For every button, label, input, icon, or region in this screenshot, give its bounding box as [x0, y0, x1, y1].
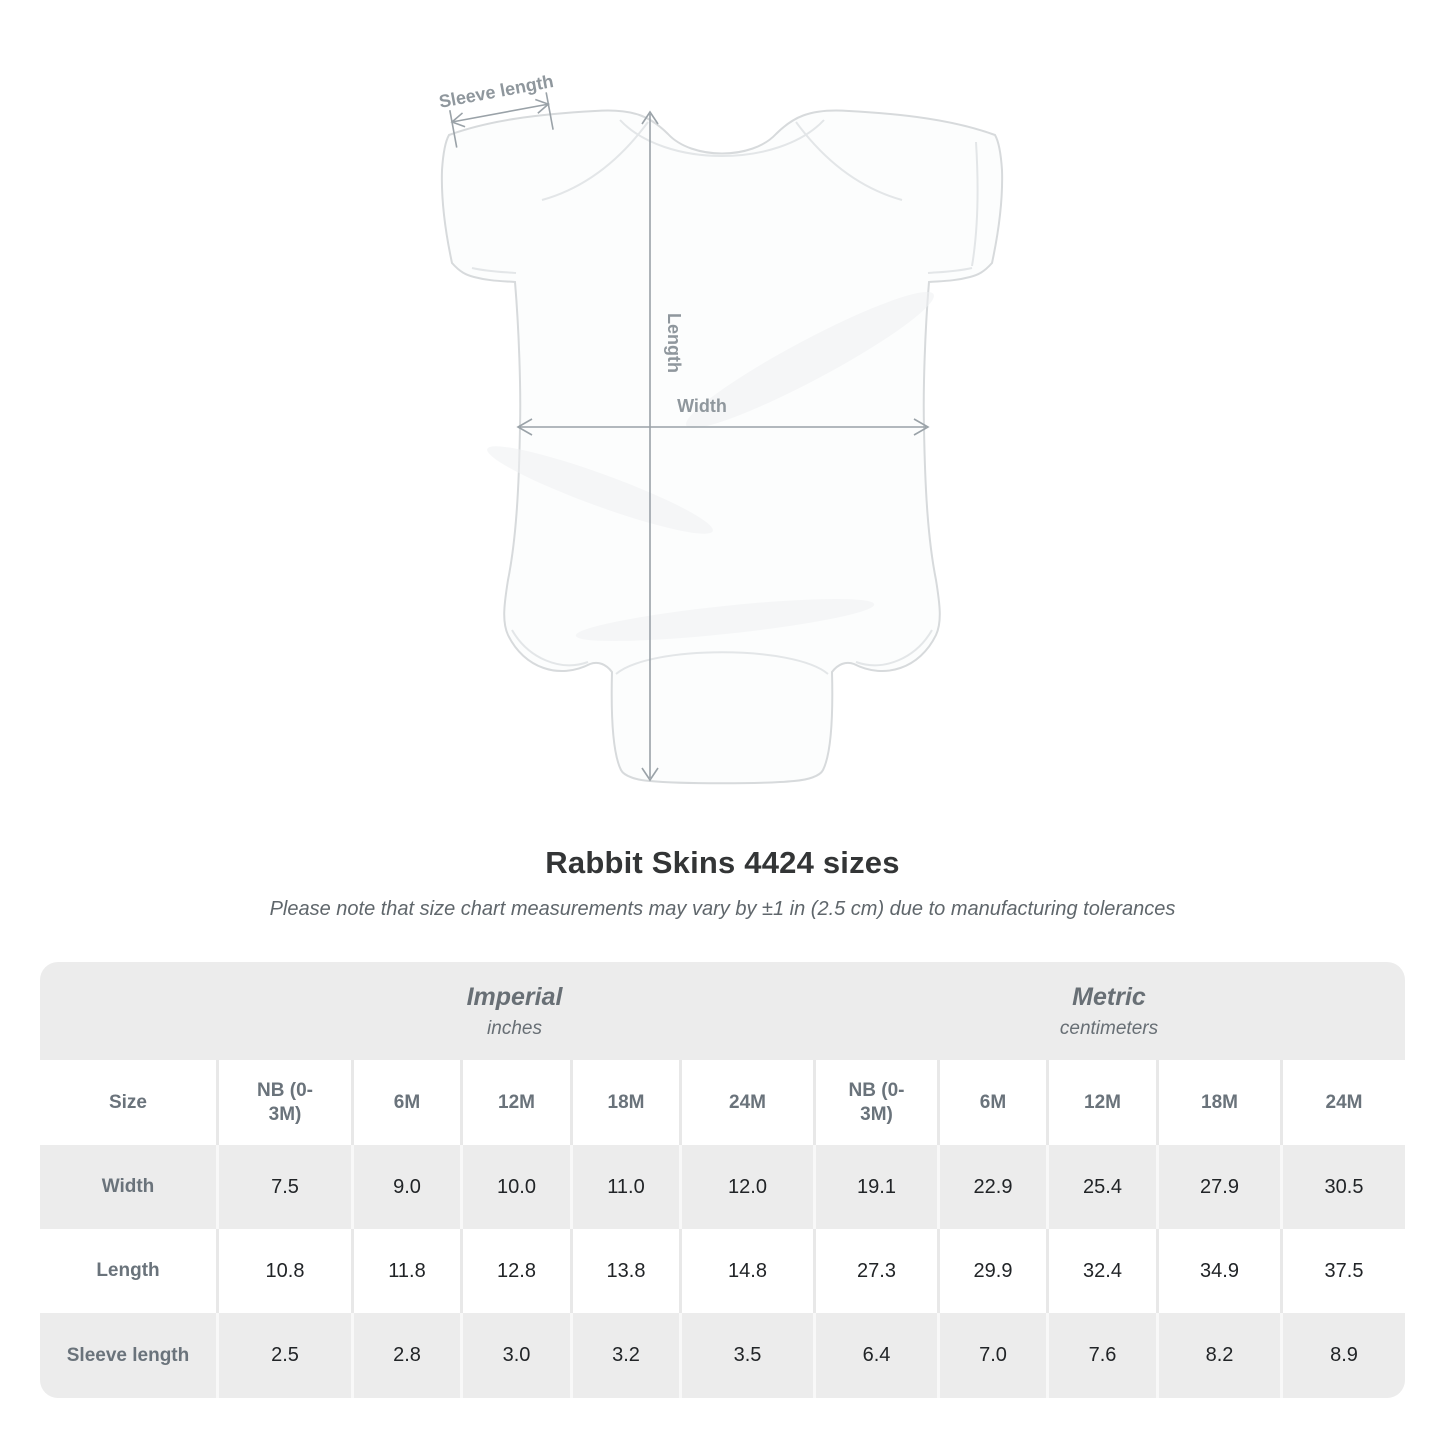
table-cell: 37.5: [1280, 1229, 1405, 1313]
column-header-12m-metric: 12M: [1046, 1060, 1156, 1145]
column-header-text: NB (0-3M): [848, 1079, 905, 1125]
table-cell: 7.6: [1046, 1313, 1156, 1398]
row-label-sleeve-length: Sleeve length: [40, 1313, 216, 1398]
metric-unit-label: centimeters: [1059, 1017, 1159, 1039]
size-table: [40, 962, 1405, 1398]
band-corner-spacer: [40, 962, 216, 1060]
column-header-24m-metric: 24M: [1280, 1060, 1405, 1145]
column-header-24m-imperial: 24M: [679, 1060, 813, 1145]
table-cell: 10.0: [460, 1145, 570, 1229]
table-cell: 2.8: [351, 1313, 460, 1398]
table-cell: 8.2: [1156, 1313, 1280, 1398]
table-cell: 12.0: [679, 1145, 813, 1229]
table-cell: 11.8: [351, 1229, 460, 1313]
table-cell: 29.9: [937, 1229, 1046, 1313]
table-cell: 10.8: [216, 1229, 351, 1313]
row-label-length: Length: [96, 1260, 160, 1282]
table-cell: 6.4: [813, 1313, 937, 1398]
metric-label: Metric: [1072, 982, 1146, 1011]
size-header-label: Size: [108, 1091, 148, 1113]
metric-group-header: [813, 962, 1405, 1060]
row-label-width: Width: [40, 1145, 216, 1229]
table-cell: 27.3: [813, 1229, 937, 1313]
page-title: Rabbit Skins 4424 sizes: [545, 845, 900, 880]
column-header-6m-imperial: 6M: [351, 1060, 460, 1145]
column-header-nb-metric: [813, 1060, 937, 1145]
table-cell: 3.2: [570, 1313, 679, 1398]
column-header-18m-metric: 18M: [1156, 1060, 1280, 1145]
table-cell: 13.8: [570, 1229, 679, 1313]
table-cell: 25.4: [1046, 1145, 1156, 1229]
table-cell: 30.5: [1280, 1145, 1405, 1229]
table-cell: 9.0: [351, 1145, 460, 1229]
table-cell: 7.5: [216, 1145, 351, 1229]
column-header-nb-imperial: [216, 1060, 351, 1145]
column-header-12m-imperial: 12M: [460, 1060, 570, 1145]
imperial-group-header: [216, 962, 813, 1060]
column-header-6m-metric: 6M: [937, 1060, 1046, 1145]
length-label: Length: [664, 313, 684, 373]
imperial-label: Imperial: [466, 982, 563, 1011]
sleeve-length-label: Sleeve length: [437, 71, 556, 112]
width-label: Width: [677, 396, 727, 416]
table-cell: 19.1: [813, 1145, 937, 1229]
column-header-18m-imperial: 18M: [570, 1060, 679, 1145]
bodysuit-measurement-diagram: [380, 60, 1040, 850]
table-cell: 3.5: [679, 1313, 813, 1398]
table-cell: 22.9: [937, 1145, 1046, 1229]
table-cell: 2.5: [216, 1313, 351, 1398]
column-header-text: NB (0-3M): [257, 1079, 313, 1125]
tolerance-note: Please note that size chart measurements may vary by ±1 in (2.5 cm) due to manufacturing tolerances: [269, 898, 1176, 920]
table-cell: 14.8: [679, 1229, 813, 1313]
table-cell: 34.9: [1156, 1229, 1280, 1313]
infant-bodysuit-shape: [442, 110, 1002, 783]
table-cell: 27.9: [1156, 1145, 1280, 1229]
table-cell: 32.4: [1046, 1229, 1156, 1313]
table-cell: 11.0: [570, 1145, 679, 1229]
imperial-unit-label: inches: [487, 1017, 542, 1039]
table-cell: 3.0: [460, 1313, 570, 1398]
table-cell: 12.8: [460, 1229, 570, 1313]
table-cell: 8.9: [1280, 1313, 1405, 1398]
table-cell: 7.0: [937, 1313, 1046, 1398]
bodysuit-illustration: [380, 60, 1040, 850]
